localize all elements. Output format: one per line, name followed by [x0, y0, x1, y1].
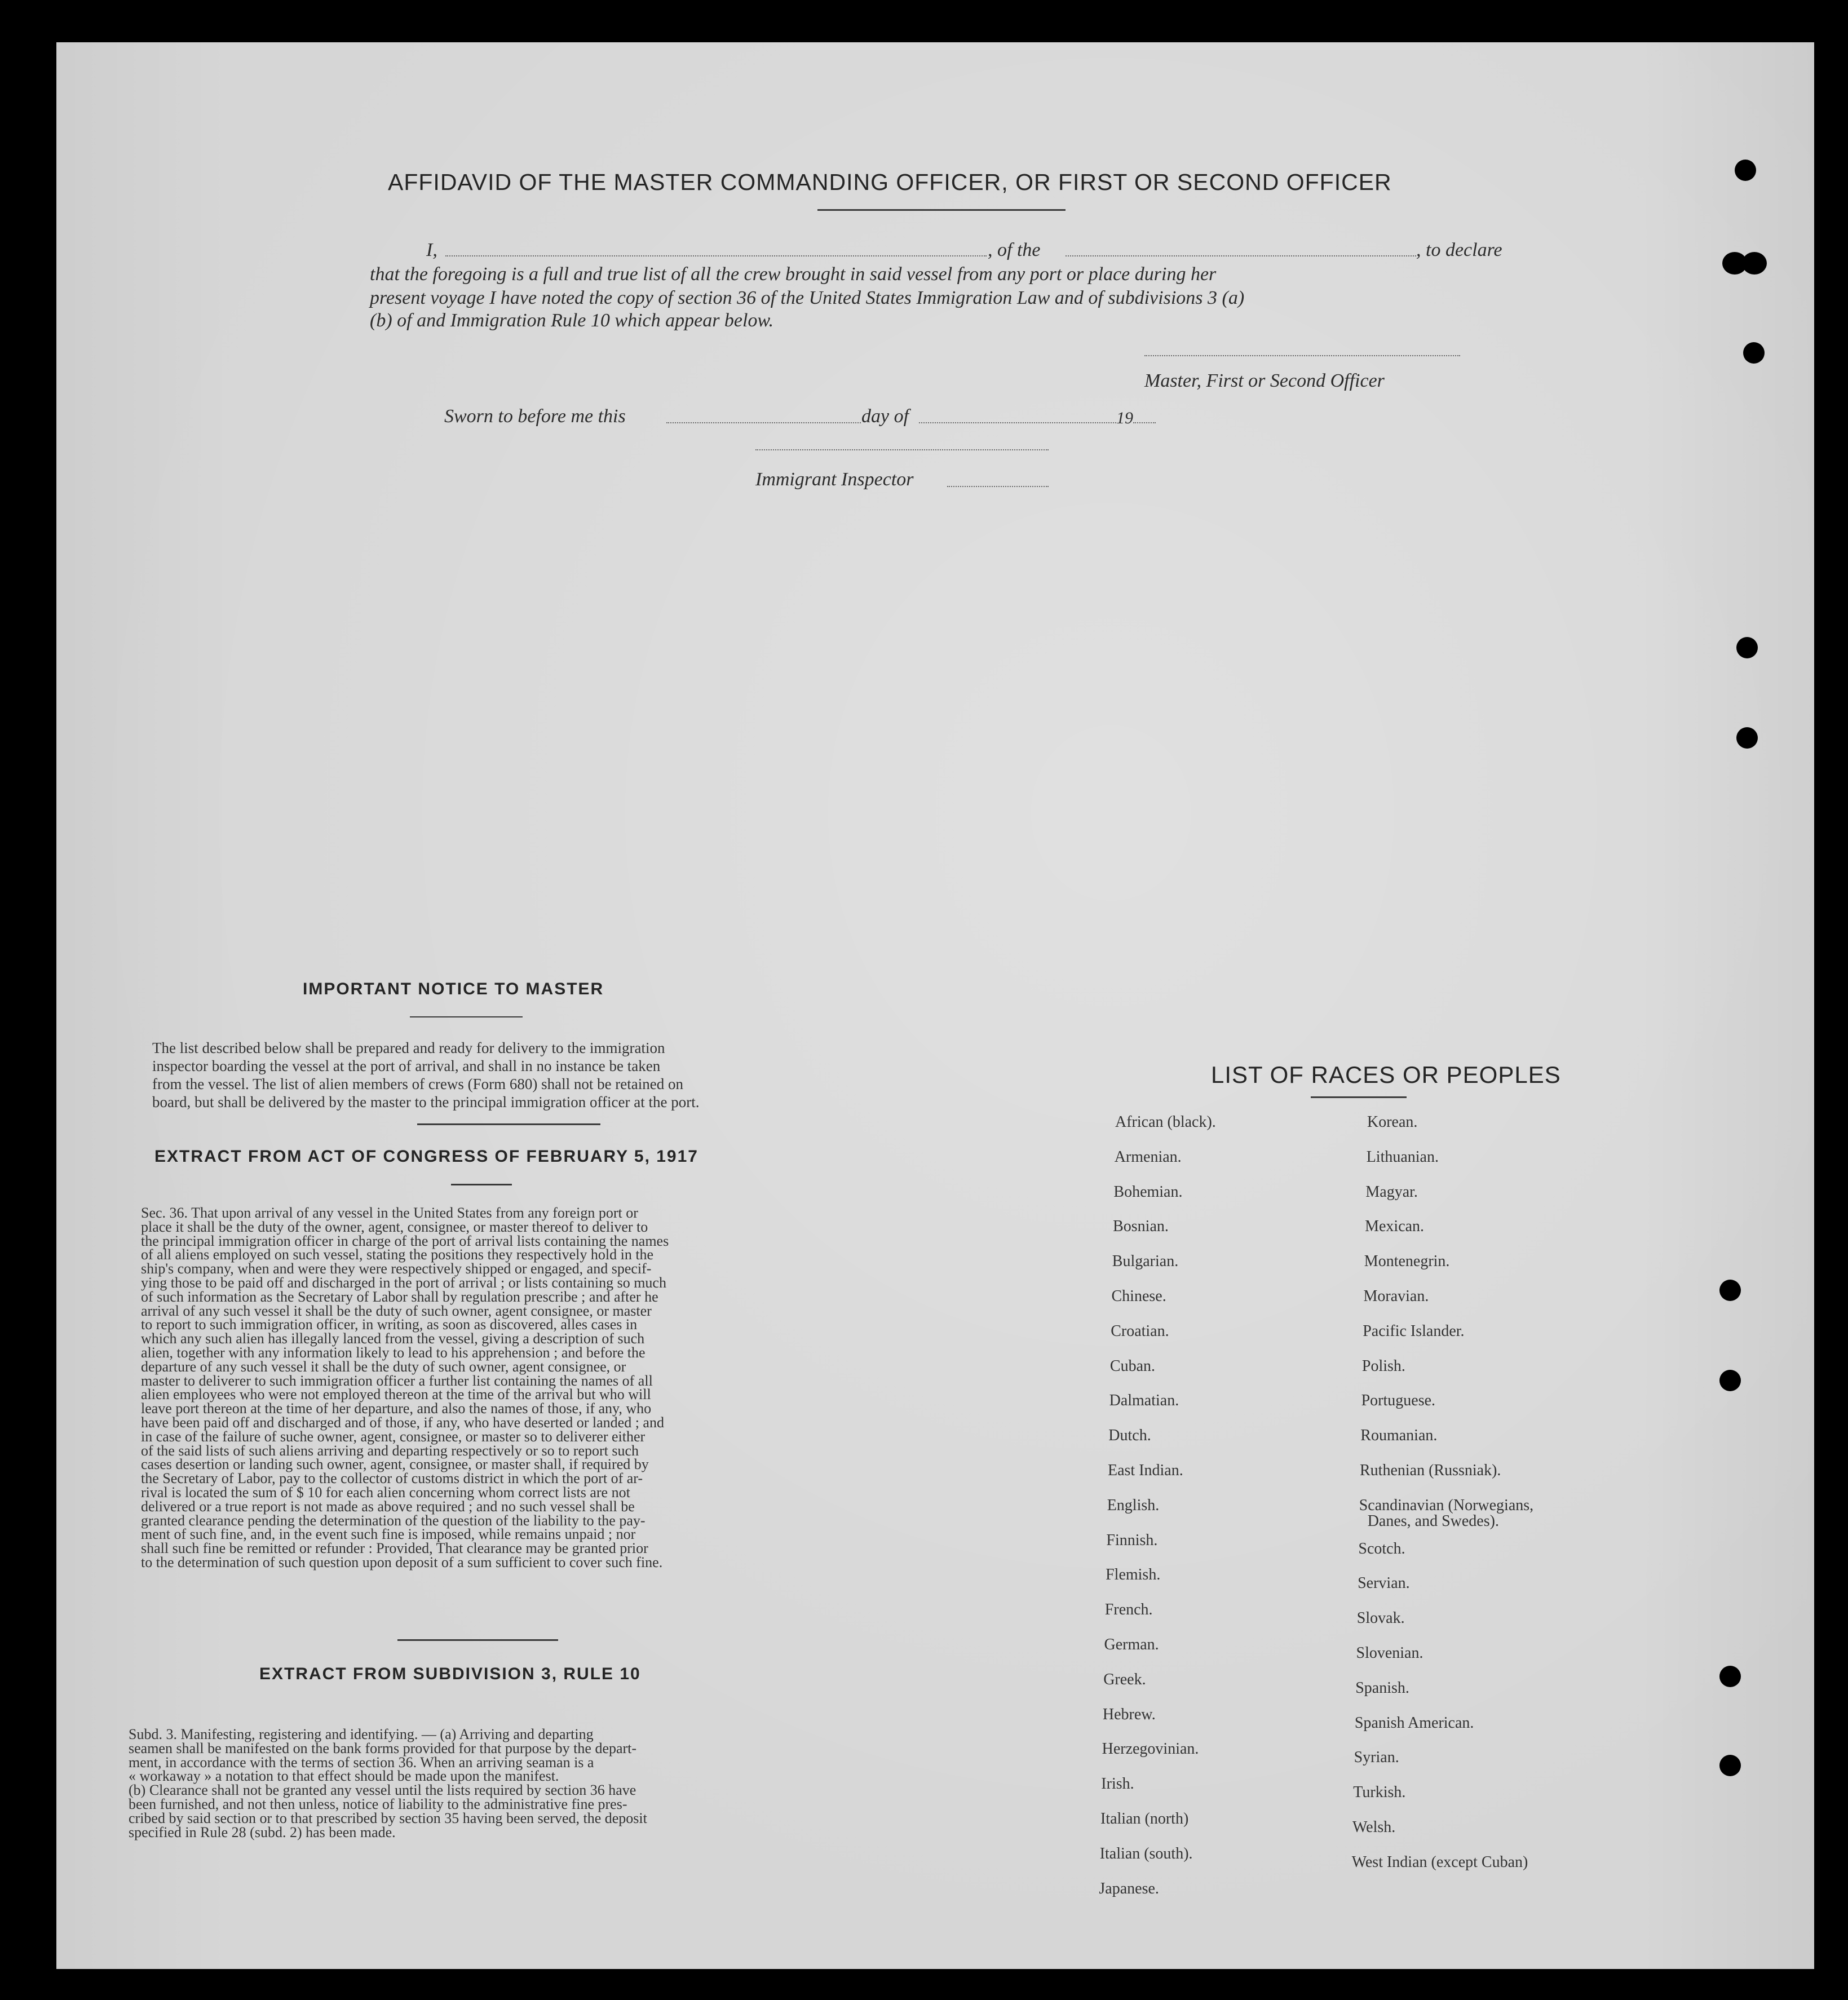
inspector-label: Immigrant Inspector [755, 469, 914, 490]
race-item: English. [1107, 1496, 1160, 1514]
affidavit-to-declare-label: , to declare [1416, 240, 1502, 260]
race-item: Danes, and Swedes). [1367, 1512, 1499, 1530]
notice-body [152, 1039, 814, 1111]
act-body [141, 1206, 812, 1570]
rule-line: seamen shall be manifested on the bank forms provided for that purpose by the depart- [129, 1740, 637, 1756]
race-item: Italian (north) [1100, 1810, 1189, 1828]
rule-title: EXTRACT FROM SUBDIVISION 3, RULE 10 [259, 1665, 641, 1683]
race-item: Ruthenian (Russniak). [1360, 1462, 1501, 1479]
race-item: Dalmatian. [1109, 1392, 1179, 1410]
rule-line: cribed by said section or to that prescribed by section 35 having been served, the deposit [129, 1809, 647, 1826]
notice-line: board, but shall be delivered by the master to the principal immigration officer at the port. [152, 1094, 700, 1110]
punch-hole [1719, 1755, 1741, 1776]
rule-line: ment, in accordance with the terms of section 36. When an arriving seaman is a [129, 1754, 594, 1771]
rule-body [129, 1728, 806, 1839]
race-item: Korean. [1367, 1113, 1418, 1131]
rule-line: been furnished, and not then unless, notice of liability to the administrative fine pres- [129, 1795, 627, 1812]
rule-line: « workaway » a notation to that effect should be made upon the manifest. [129, 1768, 559, 1785]
race-item: Pacific Islander. [1363, 1322, 1465, 1340]
act-line: Sec. 36. That upon arrival of any vessel in the United States from any foreign port or [141, 1205, 638, 1221]
punch-hole [1743, 342, 1765, 364]
act-line: alien, together with any information likely to lead to his apprehension ; and before the [141, 1344, 646, 1361]
affidavit-line-2: that the foregoing is a full and true list of all the crew brought in said vessel from any port or place during her [370, 264, 1217, 285]
inspector-blank [947, 486, 1049, 487]
affidavit-title-underline-visible [817, 209, 1066, 211]
race-item: Slovenian. [1356, 1644, 1423, 1662]
affidavit-of-the-label: , of the [988, 240, 1041, 260]
race-item: Armenian. [1114, 1148, 1182, 1166]
race-item: East Indian. [1108, 1462, 1183, 1479]
act-line: granted clearance pending the determination of the question of the liability to the pay- [141, 1512, 646, 1529]
act-line: of all aliens employed on such vessel, stating the positions they respectively hold in the [141, 1246, 654, 1263]
act-line: to report to such immigration officer, in writing, as soon as discovered, alles cases in [141, 1316, 638, 1333]
act-line: in case of the failure of suche owner, agent, consignee, or master so to deliverer either [141, 1428, 646, 1445]
act-line: shall such fine be remitted or refunder : Provided, That clearance may be granted prior [141, 1540, 648, 1557]
race-item: Bosnian. [1113, 1218, 1169, 1236]
race-item: Servian. [1358, 1574, 1410, 1592]
race-item: Herzegovinian. [1102, 1740, 1199, 1758]
vessel-blank [1066, 255, 1416, 256]
race-item: Magyar. [1365, 1183, 1418, 1201]
punch-hole [1719, 1280, 1741, 1301]
race-item: Slovak. [1356, 1609, 1405, 1627]
affidavit-title: AFFIDAVID OF THE MASTER COMMANDING OFFICER, OR FIRST OR SECOND OFFICER [388, 169, 1392, 195]
race-item: Turkish. [1353, 1784, 1406, 1802]
year-prefix: 19 [1116, 409, 1133, 427]
act-line: to the determination of such question upon deposit of a sum sufficient to cover such fine. [141, 1554, 663, 1570]
act-line: rival is located the sum of $ 10 for each alien concerning whom correct lists are not [141, 1484, 630, 1501]
day-blank [666, 422, 861, 423]
rule-line: (b) Clearance shall not be granted any vessel until the lists required by section 36 have [129, 1782, 636, 1799]
race-item: Syrian. [1354, 1749, 1399, 1767]
punch-hole [1742, 252, 1767, 275]
race-item: Italian (south). [1099, 1844, 1193, 1862]
notice-title: IMPORTANT NOTICE TO MASTER [303, 980, 604, 998]
race-item: Dutch. [1108, 1427, 1151, 1445]
race-item: Scotch. [1358, 1539, 1405, 1557]
rule-line: Subd. 3. Manifesting, registering and identifying. — (a) Arriving and departing [129, 1726, 594, 1742]
act-line: departure of any such vessel it shall be the duty of such owner, agent consignee, or [141, 1358, 626, 1375]
act-line: arrival of any such vessel it shall be the duty of such owner, agent consignee, or master [141, 1302, 652, 1319]
race-item: Roumanian. [1360, 1427, 1438, 1445]
race-item: Croatian. [1111, 1322, 1169, 1340]
act-line: the principal immigration officer in charge of the port of arrival lists containing the names [141, 1232, 669, 1249]
act-line: which any such alien has illegally lanced from the vessel, giving a description of such [141, 1330, 645, 1347]
sworn-label: Sworn to before me this [444, 406, 626, 427]
race-item: Scandinavian (Norwegians, [1359, 1496, 1534, 1514]
month-blank [919, 422, 1116, 423]
act-line: have been paid off and discharged and of those, if any, who have deserted or landed ; and [141, 1414, 664, 1431]
notice-line: from the vessel. The list of alien members of crews (Form 680) shall not be retained on [152, 1076, 684, 1092]
act-line: the Secretary of Labor, pay to the collector of customs district in which the port of ar- [141, 1470, 643, 1487]
act-title: EXTRACT FROM ACT OF CONGRESS OF FEBRUARY 5, 1917 [154, 1147, 698, 1166]
act-line: place it shall be the duty of the owner, agent, consignee, or master thereof to deliver to [141, 1218, 648, 1235]
act-divider [397, 1639, 558, 1641]
act-line: of such information as the Secretary of Labor shall by regulation prescribe ; and after he [141, 1288, 658, 1305]
act-line: ment of such fine, and, in the event such fine is imposed, while remains unpaid ; nor [141, 1526, 636, 1543]
document-sheet [56, 42, 1814, 1969]
race-item: Flemish. [1106, 1566, 1161, 1584]
affidavit-i-label: I, [426, 240, 437, 260]
act-line: ship's company, when and were they were respectively shipped or engaged, and specif- [141, 1260, 652, 1277]
punch-hole [1719, 1370, 1741, 1391]
races-underline [1311, 1096, 1407, 1098]
race-item: Greek. [1103, 1670, 1146, 1688]
races-title: LIST OF RACES OR PEOPLES [1211, 1061, 1561, 1088]
race-item: Irish. [1101, 1775, 1134, 1793]
race-item: Polish. [1361, 1357, 1405, 1375]
race-item: Hebrew. [1102, 1705, 1156, 1723]
race-item: Bulgarian. [1112, 1253, 1179, 1271]
race-item: Spanish. [1355, 1679, 1409, 1697]
day-of-label: day of [861, 406, 909, 427]
punch-hole [1736, 727, 1758, 749]
race-item: West Indian (except Cuban) [1351, 1853, 1528, 1871]
race-item: Spanish American. [1354, 1714, 1474, 1732]
act-underline [451, 1184, 512, 1185]
race-item: German. [1104, 1636, 1159, 1653]
notice-line: The list described below shall be prepared and ready for delivery to the immigration [152, 1039, 665, 1056]
race-item: Portuguese. [1361, 1392, 1436, 1410]
inspector-signature-blank [755, 449, 1049, 450]
act-line: master to deliverer to such immigration officer a further list containing the names of all [141, 1372, 653, 1389]
race-item: French. [1104, 1601, 1153, 1619]
race-item: Lithuanian. [1366, 1148, 1439, 1166]
affidavit-line-3: present voyage I have noted the copy of section 36 of the United States Immigration Law and of subdivisions 3 (a) [370, 287, 1245, 308]
race-item: Montenegrin. [1364, 1253, 1450, 1271]
punch-hole [1735, 160, 1756, 181]
name-blank [445, 255, 987, 256]
notice-divider [417, 1123, 600, 1125]
signature-blank [1144, 355, 1460, 356]
act-line: ying those to be paid off and discharged in the port of arrival ; or lists containing so much [141, 1274, 666, 1291]
act-line: leave port thereon at the time of her departure, and also the names of those, if any, who [141, 1400, 652, 1417]
race-item: Bohemian. [1113, 1183, 1183, 1201]
punch-hole [1719, 1666, 1741, 1687]
race-item: Welsh. [1352, 1818, 1396, 1836]
punch-hole [1736, 637, 1758, 658]
master-signature-label: Master, First or Second Officer [1144, 370, 1385, 391]
notice-line: inspector boarding the vessel at the port of arrival, and shall in no instance be taken [152, 1057, 661, 1074]
act-line: delivered or a true report is not made as above required ; and no such vessel shall be [141, 1498, 635, 1515]
act-line: of the said lists of such aliens arriving and departing respectively or so to report such [141, 1442, 639, 1459]
race-item: Japanese. [1099, 1879, 1159, 1897]
act-line: alien employees who were not employed thereon at the time of the arrival but who will [141, 1386, 651, 1403]
affidavit-line-4: (b) of and Immigration Rule 10 which appear below. [370, 310, 774, 331]
race-item: Moravian. [1363, 1287, 1429, 1305]
rule-line: specified in Rule 28 (subd. 2) has been made. [129, 1824, 396, 1840]
year-blank [1133, 422, 1156, 423]
act-line: cases desertion or landing such owner, agent, consignee, or master shall, if required by [141, 1456, 649, 1473]
race-item: Cuban. [1109, 1357, 1155, 1375]
race-item: Finnish. [1106, 1531, 1158, 1549]
race-item: African (black). [1115, 1113, 1216, 1131]
race-item: Chinese. [1111, 1287, 1166, 1305]
race-item: Mexican. [1365, 1218, 1425, 1236]
notice-underline [410, 1016, 523, 1017]
